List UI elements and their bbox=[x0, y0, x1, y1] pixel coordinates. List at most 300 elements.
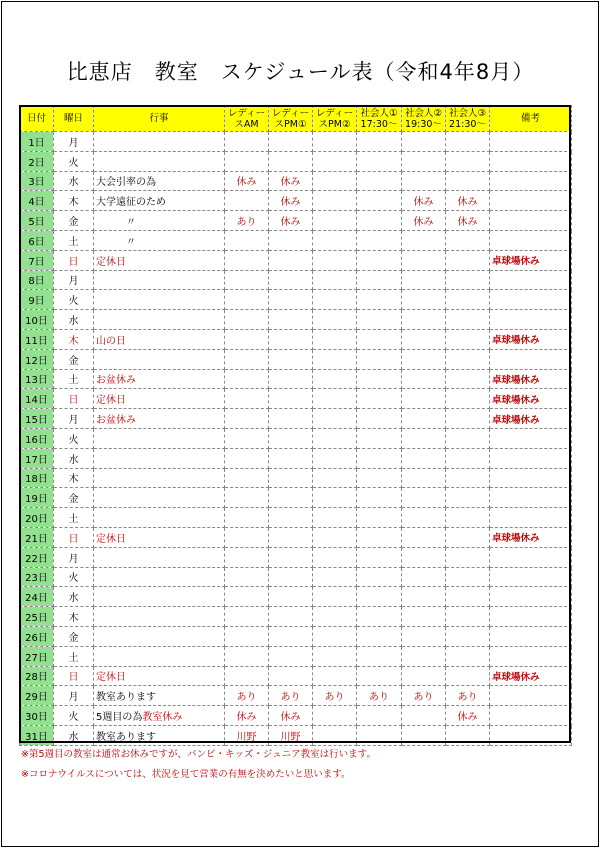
ladies-pm2-cell bbox=[313, 725, 357, 745]
notes-cell bbox=[490, 468, 572, 488]
notes-cell: 卓球場休み bbox=[490, 666, 572, 686]
header-ladies-pm1: レディー スPM① bbox=[269, 106, 313, 132]
ladies-am-cell bbox=[225, 369, 269, 389]
ladies-am-cell: 休み bbox=[225, 171, 269, 191]
event-cell bbox=[94, 508, 225, 528]
event-cell: 教室あります bbox=[94, 725, 225, 745]
adult-1-cell bbox=[357, 587, 402, 607]
notes-cell bbox=[490, 587, 572, 607]
adult-2-cell bbox=[402, 230, 446, 250]
event-cell: お盆休み bbox=[94, 409, 225, 429]
table-row bbox=[20, 132, 572, 152]
ladies-am-cell bbox=[225, 151, 269, 171]
ladies-pm1-cell bbox=[269, 567, 313, 587]
adult-1-cell bbox=[357, 151, 402, 171]
table-row bbox=[20, 527, 572, 547]
table-row bbox=[20, 666, 572, 686]
table-row bbox=[20, 369, 572, 389]
ladies-am-cell bbox=[225, 389, 269, 409]
weekday-cell: 土 bbox=[54, 369, 94, 389]
table-row bbox=[20, 567, 572, 587]
adult-3-cell bbox=[446, 389, 490, 409]
ladies-am-cell bbox=[225, 626, 269, 646]
date-cell: 24日 bbox=[20, 587, 54, 607]
adult-2-cell bbox=[402, 527, 446, 547]
table-row bbox=[20, 428, 572, 448]
ladies-pm2-cell bbox=[313, 230, 357, 250]
date-cell: 23日 bbox=[20, 567, 54, 587]
event-cell bbox=[94, 587, 225, 607]
adult-3-cell bbox=[446, 270, 490, 290]
notes-cell bbox=[490, 428, 572, 448]
header-notes: 備考 bbox=[490, 106, 572, 132]
adult-2-cell bbox=[402, 409, 446, 429]
date-cell: 15日 bbox=[20, 409, 54, 429]
adult-3-cell: あり bbox=[446, 686, 490, 706]
adult-3-cell bbox=[446, 250, 490, 270]
date-cell: 7日 bbox=[20, 250, 54, 270]
weekday-cell: 金 bbox=[54, 488, 94, 508]
ladies-am-cell bbox=[225, 310, 269, 330]
table-row bbox=[20, 329, 572, 349]
event-cell: 〃 bbox=[94, 211, 225, 231]
ladies-am-cell bbox=[225, 547, 269, 567]
date-cell: 28日 bbox=[20, 666, 54, 686]
event-cell: 〃 bbox=[94, 230, 225, 250]
date-cell: 25日 bbox=[20, 607, 54, 627]
ladies-pm2-cell bbox=[313, 527, 357, 547]
weekday-cell: 土 bbox=[54, 508, 94, 528]
ladies-pm2-cell bbox=[313, 369, 357, 389]
adult-3-cell bbox=[446, 587, 490, 607]
ladies-pm2-cell bbox=[313, 488, 357, 508]
adult-3-cell bbox=[446, 666, 490, 686]
adult-3-cell bbox=[446, 230, 490, 250]
ladies-pm2-cell bbox=[313, 250, 357, 270]
ladies-pm1-cell bbox=[269, 329, 313, 349]
adult-1-cell bbox=[357, 329, 402, 349]
ladies-pm1-cell bbox=[269, 587, 313, 607]
ladies-pm2-cell bbox=[313, 587, 357, 607]
table-row bbox=[20, 211, 572, 231]
ladies-pm2-cell bbox=[313, 468, 357, 488]
ladies-pm1-cell: 休み bbox=[269, 171, 313, 191]
ladies-pm1-cell: 休み bbox=[269, 211, 313, 231]
weekday-cell: 木 bbox=[54, 329, 94, 349]
notes-cell bbox=[490, 725, 572, 745]
notes-cell bbox=[490, 488, 572, 508]
adult-2-cell bbox=[402, 171, 446, 191]
adult-2-cell bbox=[402, 428, 446, 448]
ladies-pm2-cell bbox=[313, 151, 357, 171]
table-row bbox=[20, 488, 572, 508]
table-row bbox=[20, 171, 572, 191]
header-adult-2: 社会人② 19:30～ bbox=[402, 106, 446, 132]
adult-2-cell bbox=[402, 706, 446, 726]
weekday-cell: 土 bbox=[54, 646, 94, 666]
header-ladies-am: レディー スAM bbox=[225, 106, 269, 132]
adult-2-cell bbox=[402, 132, 446, 152]
event-cell: 山の日 bbox=[94, 329, 225, 349]
date-cell: 27日 bbox=[20, 646, 54, 666]
header-ladies-pm2: レディー スPM② bbox=[313, 106, 357, 132]
adult-3-cell bbox=[446, 646, 490, 666]
table-row bbox=[20, 607, 572, 627]
ladies-pm2-cell bbox=[313, 567, 357, 587]
adult-2-cell bbox=[402, 488, 446, 508]
ladies-pm1-cell: 休み bbox=[269, 706, 313, 726]
ladies-am-cell bbox=[225, 191, 269, 211]
table-row bbox=[20, 191, 572, 211]
adult-1-cell bbox=[357, 191, 402, 211]
adult-1-cell bbox=[357, 270, 402, 290]
date-cell: 31日 bbox=[20, 725, 54, 745]
adult-1-cell bbox=[357, 310, 402, 330]
date-cell: 8日 bbox=[20, 270, 54, 290]
adult-1-cell bbox=[357, 725, 402, 745]
event-text: 5週目の為 bbox=[96, 712, 143, 723]
notes-cell bbox=[490, 706, 572, 726]
ladies-pm2-cell bbox=[313, 508, 357, 528]
ladies-pm1-cell bbox=[269, 508, 313, 528]
weekday-cell: 月 bbox=[54, 132, 94, 152]
date-cell: 26日 bbox=[20, 626, 54, 646]
ladies-am-cell bbox=[225, 428, 269, 448]
header-adult-1: 社会人① 17:30～ bbox=[357, 106, 402, 132]
adult-1-cell bbox=[357, 527, 402, 547]
weekday-cell: 日 bbox=[54, 527, 94, 547]
table-row bbox=[20, 587, 572, 607]
adult-1-cell bbox=[357, 428, 402, 448]
table-row bbox=[20, 409, 572, 429]
ladies-am-cell bbox=[225, 409, 269, 429]
weekday-cell: 水 bbox=[54, 725, 94, 745]
ladies-am-cell bbox=[225, 230, 269, 250]
adult-1-cell bbox=[357, 448, 402, 468]
weekday-cell: 水 bbox=[54, 587, 94, 607]
footnote-corona: ※コロナウイルスについては、状況を見て営業の有無を決めたいと思います。 bbox=[21, 769, 351, 780]
adult-3-cell bbox=[446, 329, 490, 349]
adult-3-cell bbox=[446, 725, 490, 745]
adult-1-cell bbox=[357, 626, 402, 646]
adult-1-cell bbox=[357, 468, 402, 488]
date-cell: 20日 bbox=[20, 508, 54, 528]
adult-3-cell bbox=[446, 607, 490, 627]
adult-1-cell bbox=[357, 666, 402, 686]
ladies-am-cell: あり bbox=[225, 211, 269, 231]
adult-1-cell bbox=[357, 171, 402, 191]
weekday-cell: 金 bbox=[54, 626, 94, 646]
ladies-pm1-cell bbox=[269, 250, 313, 270]
ladies-pm1-cell bbox=[269, 290, 313, 310]
date-cell: 6日 bbox=[20, 230, 54, 250]
adult-3-cell bbox=[446, 508, 490, 528]
page-title: 比恵店 教室 スケジュール表（令和4年8月） bbox=[66, 60, 535, 84]
adult-1-cell bbox=[357, 211, 402, 231]
ladies-pm2-cell bbox=[313, 607, 357, 627]
ladies-am-cell: 休み bbox=[225, 706, 269, 726]
adult-2-cell bbox=[402, 290, 446, 310]
ladies-pm2-cell: あり bbox=[313, 686, 357, 706]
event-cell bbox=[94, 706, 225, 726]
notes-cell bbox=[490, 211, 572, 231]
ladies-am-cell: あり bbox=[225, 686, 269, 706]
weekday-cell: 月 bbox=[54, 409, 94, 429]
ladies-pm1-cell: あり bbox=[269, 686, 313, 706]
adult-3-cell bbox=[446, 567, 490, 587]
ladies-pm2-cell bbox=[313, 646, 357, 666]
notes-cell bbox=[490, 270, 572, 290]
ladies-am-cell bbox=[225, 448, 269, 468]
table-row bbox=[20, 230, 572, 250]
ladies-pm1-cell bbox=[269, 369, 313, 389]
event-cell: 定休日 bbox=[94, 389, 225, 409]
table-row bbox=[20, 250, 572, 270]
adult-2-cell bbox=[402, 310, 446, 330]
adult-2-cell bbox=[402, 468, 446, 488]
event-cell bbox=[94, 488, 225, 508]
header-row bbox=[20, 106, 572, 132]
adult-1-cell bbox=[357, 567, 402, 587]
event-cell: 教室あります bbox=[94, 686, 225, 706]
event-cell: 大学遠征のため bbox=[94, 191, 225, 211]
adult-1-cell bbox=[357, 646, 402, 666]
ladies-pm1-cell bbox=[269, 428, 313, 448]
event-cell bbox=[94, 310, 225, 330]
adult-1-cell bbox=[357, 369, 402, 389]
ladies-pm1-cell bbox=[269, 448, 313, 468]
adult-1-cell bbox=[357, 132, 402, 152]
notes-cell bbox=[490, 686, 572, 706]
ladies-am-cell bbox=[225, 587, 269, 607]
event-cell bbox=[94, 448, 225, 468]
event-cell bbox=[94, 626, 225, 646]
header-adult-3: 社会人③ 21:30～ bbox=[446, 106, 490, 132]
adult-3-cell bbox=[446, 132, 490, 152]
ladies-pm2-cell bbox=[313, 409, 357, 429]
table-row bbox=[20, 706, 572, 726]
table-row bbox=[20, 389, 572, 409]
notes-cell bbox=[490, 448, 572, 468]
table-row bbox=[20, 686, 572, 706]
table-row bbox=[20, 270, 572, 290]
notes-cell: 卓球場休み bbox=[490, 389, 572, 409]
adult-3-cell bbox=[446, 171, 490, 191]
table-row bbox=[20, 646, 572, 666]
adult-2-cell bbox=[402, 448, 446, 468]
event-cell: お盆休み bbox=[94, 369, 225, 389]
notes-cell bbox=[490, 290, 572, 310]
ladies-am-cell bbox=[225, 607, 269, 627]
ladies-pm2-cell bbox=[313, 132, 357, 152]
notes-cell bbox=[490, 626, 572, 646]
header-weekday: 曜日 bbox=[54, 106, 94, 132]
event-cell: 定休日 bbox=[94, 250, 225, 270]
adult-3-cell bbox=[446, 527, 490, 547]
date-cell: 16日 bbox=[20, 428, 54, 448]
ladies-pm2-cell bbox=[313, 171, 357, 191]
date-cell: 11日 bbox=[20, 329, 54, 349]
notes-cell: 卓球場休み bbox=[490, 329, 572, 349]
weekday-cell: 日 bbox=[54, 389, 94, 409]
ladies-pm2-cell bbox=[313, 706, 357, 726]
header-event: 行事 bbox=[94, 106, 225, 132]
adult-2-cell: 休み bbox=[402, 191, 446, 211]
event-cell bbox=[94, 151, 225, 171]
weekday-cell: 木 bbox=[54, 607, 94, 627]
ladies-pm2-cell bbox=[313, 547, 357, 567]
ladies-pm1-cell: 川野 bbox=[269, 725, 313, 745]
table-row bbox=[20, 151, 572, 171]
adult-3-cell bbox=[446, 151, 490, 171]
ladies-am-cell bbox=[225, 508, 269, 528]
adult-2-cell bbox=[402, 250, 446, 270]
date-cell: 13日 bbox=[20, 369, 54, 389]
weekday-cell: 月 bbox=[54, 547, 94, 567]
event-cell: 大会引率の為 bbox=[94, 171, 225, 191]
adult-3-cell bbox=[446, 626, 490, 646]
ladies-am-cell bbox=[225, 349, 269, 369]
notes-cell bbox=[490, 508, 572, 528]
adult-1-cell bbox=[357, 547, 402, 567]
adult-2-cell bbox=[402, 270, 446, 290]
adult-2-cell bbox=[402, 666, 446, 686]
notes-cell bbox=[490, 547, 572, 567]
ladies-am-cell bbox=[225, 329, 269, 349]
date-cell: 1日 bbox=[20, 132, 54, 152]
date-cell: 14日 bbox=[20, 389, 54, 409]
table-row bbox=[20, 547, 572, 567]
weekday-cell: 土 bbox=[54, 230, 94, 250]
adult-3-cell bbox=[446, 310, 490, 330]
ladies-am-cell bbox=[225, 666, 269, 686]
adult-1-cell bbox=[357, 230, 402, 250]
adult-3-cell bbox=[446, 547, 490, 567]
ladies-pm1-cell bbox=[269, 607, 313, 627]
adult-2-cell bbox=[402, 389, 446, 409]
ladies-pm2-cell bbox=[313, 448, 357, 468]
adult-2-cell bbox=[402, 369, 446, 389]
table-row bbox=[20, 725, 572, 745]
ladies-am-cell bbox=[225, 468, 269, 488]
weekday-cell: 日 bbox=[54, 250, 94, 270]
date-cell: 9日 bbox=[20, 290, 54, 310]
event-cell bbox=[94, 468, 225, 488]
table-row bbox=[20, 468, 572, 488]
ladies-pm1-cell bbox=[269, 488, 313, 508]
adult-1-cell bbox=[357, 290, 402, 310]
adult-2-cell bbox=[402, 547, 446, 567]
ladies-pm2-cell bbox=[313, 329, 357, 349]
weekday-cell: 月 bbox=[54, 270, 94, 290]
adult-2-cell bbox=[402, 607, 446, 627]
adult-1-cell bbox=[357, 389, 402, 409]
notes-cell bbox=[490, 132, 572, 152]
weekday-cell: 金 bbox=[54, 211, 94, 231]
adult-2-cell bbox=[402, 508, 446, 528]
adult-1-cell bbox=[357, 706, 402, 726]
ladies-pm1-cell bbox=[269, 646, 313, 666]
weekday-cell: 火 bbox=[54, 706, 94, 726]
ladies-am-cell: 川野 bbox=[225, 725, 269, 745]
header-date: 日付 bbox=[20, 106, 54, 132]
notes-cell bbox=[490, 567, 572, 587]
weekday-cell: 木 bbox=[54, 191, 94, 211]
ladies-pm1-cell: 休み bbox=[269, 191, 313, 211]
adult-3-cell bbox=[446, 349, 490, 369]
table-row bbox=[20, 508, 572, 528]
adult-1-cell bbox=[357, 488, 402, 508]
event-text-closed: 教室休み bbox=[142, 712, 183, 723]
weekday-cell: 水 bbox=[54, 171, 94, 191]
date-cell: 3日 bbox=[20, 171, 54, 191]
adult-1-cell bbox=[357, 409, 402, 429]
date-cell: 30日 bbox=[20, 706, 54, 726]
ladies-am-cell bbox=[225, 270, 269, 290]
weekday-cell: 金 bbox=[54, 349, 94, 369]
ladies-pm2-cell bbox=[313, 211, 357, 231]
ladies-pm2-cell bbox=[313, 270, 357, 290]
notes-cell bbox=[490, 191, 572, 211]
adult-3-cell bbox=[446, 448, 490, 468]
event-cell bbox=[94, 567, 225, 587]
adult-2-cell: あり bbox=[402, 686, 446, 706]
ladies-pm1-cell bbox=[269, 310, 313, 330]
notes-cell bbox=[490, 230, 572, 250]
notes-cell bbox=[490, 607, 572, 627]
date-cell: 21日 bbox=[20, 527, 54, 547]
ladies-am-cell bbox=[225, 527, 269, 547]
ladies-pm1-cell bbox=[269, 666, 313, 686]
adult-3-cell bbox=[446, 468, 490, 488]
ladies-pm2-cell bbox=[313, 626, 357, 646]
adult-3-cell bbox=[446, 488, 490, 508]
notes-cell bbox=[490, 310, 572, 330]
adult-3-cell: 休み bbox=[446, 706, 490, 726]
notes-cell: 卓球場休み bbox=[490, 527, 572, 547]
adult-2-cell bbox=[402, 626, 446, 646]
adult-1-cell bbox=[357, 607, 402, 627]
weekday-cell: 日 bbox=[54, 666, 94, 686]
event-cell bbox=[94, 290, 225, 310]
ladies-pm1-cell bbox=[269, 270, 313, 290]
adult-3-cell: 休み bbox=[446, 191, 490, 211]
table-row bbox=[20, 626, 572, 646]
ladies-pm1-cell bbox=[269, 151, 313, 171]
date-cell: 5日 bbox=[20, 211, 54, 231]
adult-2-cell bbox=[402, 151, 446, 171]
date-cell: 17日 bbox=[20, 448, 54, 468]
notes-cell bbox=[490, 646, 572, 666]
adult-2-cell bbox=[402, 646, 446, 666]
notes-cell bbox=[490, 349, 572, 369]
ladies-pm1-cell bbox=[269, 547, 313, 567]
notes-cell: 卓球場休み bbox=[490, 409, 572, 429]
adult-1-cell bbox=[357, 250, 402, 270]
event-cell bbox=[94, 132, 225, 152]
event-cell bbox=[94, 428, 225, 448]
weekday-cell: 水 bbox=[54, 448, 94, 468]
weekday-cell: 火 bbox=[54, 290, 94, 310]
adult-3-cell bbox=[446, 409, 490, 429]
notes-cell: 卓球場休み bbox=[490, 250, 572, 270]
adult-3-cell bbox=[446, 290, 490, 310]
ladies-am-cell bbox=[225, 567, 269, 587]
ladies-pm2-cell bbox=[313, 290, 357, 310]
date-cell: 2日 bbox=[20, 151, 54, 171]
event-cell bbox=[94, 270, 225, 290]
weekday-cell: 火 bbox=[54, 151, 94, 171]
